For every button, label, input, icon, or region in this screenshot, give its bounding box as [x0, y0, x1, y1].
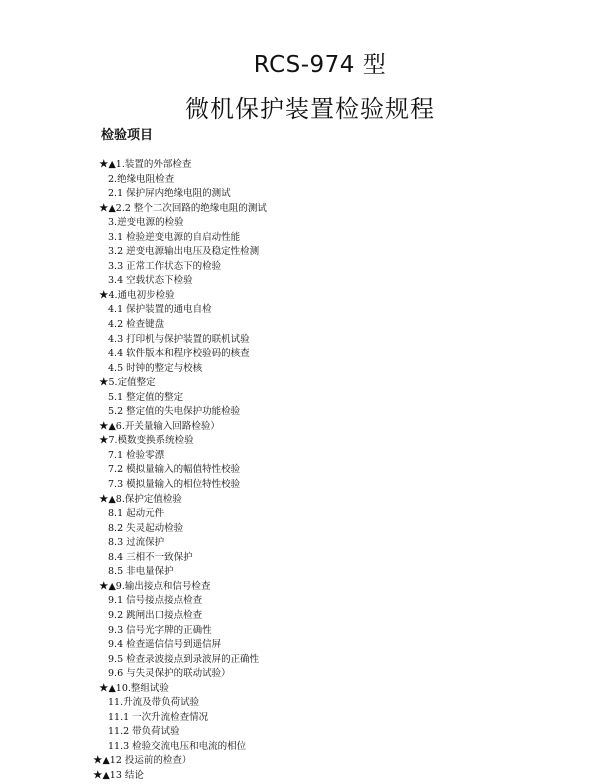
- list-item-text: 4.4 软件版本和程序校验码的核查: [108, 348, 250, 360]
- list-item-text: ★▲12 投运前的检查）: [93, 755, 192, 767]
- list-item: [0, 420, 600, 435]
- list-item: [0, 580, 600, 595]
- list-item-text: 8.4 三相不一致保护: [108, 551, 193, 563]
- list-item: [0, 696, 600, 711]
- list-item: [0, 609, 600, 624]
- list-item-text: 9.3 信号光字牌的正确性: [108, 624, 212, 636]
- list-item-text: 2.绝缘电阻检查: [108, 173, 175, 185]
- list-item: [0, 158, 600, 173]
- list-item-text: 11.1 一次升流检查情况: [108, 711, 209, 723]
- inspection-item-list: [0, 158, 600, 784]
- list-item: [0, 463, 600, 478]
- document-title-main: 微机保护装置检验规程: [185, 95, 435, 123]
- list-item-text: ★▲9.输出接点和信号检查: [99, 580, 211, 592]
- list-item: [0, 594, 600, 609]
- list-item-text: ★7.模数变换系统检验: [99, 435, 194, 447]
- list-item-text: 8.3 过流保护: [108, 537, 165, 549]
- list-item: [0, 303, 600, 318]
- list-item: [0, 507, 600, 522]
- list-item: [0, 376, 600, 391]
- list-item-text: ★▲8.保护定值检验: [99, 493, 182, 505]
- list-item: [0, 725, 600, 740]
- list-item-text: 3.1 检验逆变电源的自启动性能: [108, 231, 241, 243]
- list-item-text: 8.2 失灵起动检验: [108, 522, 184, 534]
- list-item: [0, 740, 600, 755]
- list-item-text: 7.2 模拟量输入的幅值特性校验: [108, 464, 241, 476]
- list-item-text: 9.5 检查录波接点到录波屏的正确性: [108, 653, 260, 665]
- list-item: [0, 667, 600, 682]
- list-item-text: 3.3 正常工作状态下的检验: [108, 260, 222, 272]
- list-item: [0, 536, 600, 551]
- list-item-text: 9.2 跳闸出口接点检查: [108, 609, 203, 621]
- list-item-text: 8.1 起动元件: [108, 508, 165, 520]
- list-item-text: 3.2 逆变电源输出电压及稳定性检测: [108, 246, 260, 258]
- list-item-text: 4.3 打印机与保护装置的联机试验: [108, 333, 250, 345]
- document-title-model: RCS-974 型: [253, 52, 387, 78]
- list-item: [0, 202, 600, 217]
- list-item: [0, 624, 600, 639]
- list-item: [0, 318, 600, 333]
- list-item: [0, 653, 600, 668]
- list-item-text: 11.3 检验交流电压和电流的相位: [108, 740, 247, 752]
- list-item-text: 4.1 保护装置的通电自检: [108, 304, 212, 316]
- list-item: [0, 231, 600, 246]
- list-item-text: 9.1 信号接点接点检查: [108, 595, 203, 607]
- list-item: [0, 449, 600, 464]
- list-item: [0, 187, 600, 202]
- list-item-text: 3.逆变电源的检验: [108, 217, 184, 229]
- section-heading: 检验项目: [101, 128, 154, 143]
- list-item-text: 9.6 与失灵保护的联动试验）: [108, 668, 231, 680]
- list-item: [0, 638, 600, 653]
- list-item-text: 5.1 整定值的整定: [108, 391, 184, 403]
- list-item: [0, 754, 600, 769]
- list-item-text: 7.1 检验零漂: [108, 449, 165, 461]
- list-item: [0, 216, 600, 231]
- list-item-text: ★4.通电初步检验: [99, 289, 175, 301]
- list-item: [0, 289, 600, 304]
- list-item-text: 2.1 保护屏内绝缘电阻的测试: [108, 188, 231, 200]
- list-item: [0, 362, 600, 377]
- list-item-text: ★▲2.2 整个二次回路的绝缘电阻的测试: [99, 202, 267, 214]
- list-item-text: ★▲13 结论: [93, 769, 144, 781]
- list-item: [0, 711, 600, 726]
- list-item: [0, 522, 600, 537]
- list-item: [0, 260, 600, 275]
- list-item: [0, 769, 600, 784]
- list-item-text: 11.2 带负荷试验: [108, 726, 180, 738]
- list-item-text: 8.5 非电量保护: [108, 566, 174, 578]
- list-item-text: ★▲1.装置的外部检查: [99, 159, 192, 170]
- list-item: [0, 478, 600, 493]
- list-item-text: ★5.定值整定: [99, 377, 156, 389]
- list-item-text: 9.4 检查遥信信号到遥信屏: [108, 639, 222, 651]
- list-item-text: 5.2 整定值的失电保护功能检验: [108, 406, 241, 418]
- list-item: [0, 274, 600, 289]
- list-item: [0, 405, 600, 420]
- list-item: [0, 333, 600, 348]
- list-item: [0, 173, 600, 188]
- list-item: [0, 565, 600, 580]
- list-item-text: ★▲6.开关量输入回路检验）: [99, 420, 220, 432]
- list-item: [0, 245, 600, 260]
- list-item: [0, 391, 600, 406]
- list-item-text: 4.5 时钟的整定与校核: [108, 362, 203, 374]
- list-item-text: ★▲10.整组试验: [99, 682, 169, 694]
- list-item: [0, 682, 600, 697]
- list-item: [0, 493, 600, 508]
- list-item-text: 11.升流及带负荷试验: [108, 697, 200, 709]
- list-item-text: 7.3 模拟量输入的相位特性校验: [108, 479, 241, 491]
- list-item-text: 3.4 空载状态下检验: [108, 275, 193, 287]
- list-item: [0, 347, 600, 362]
- list-item: [0, 434, 600, 449]
- list-item-text: 4.2 检查键盘: [108, 319, 165, 331]
- list-item: [0, 551, 600, 566]
